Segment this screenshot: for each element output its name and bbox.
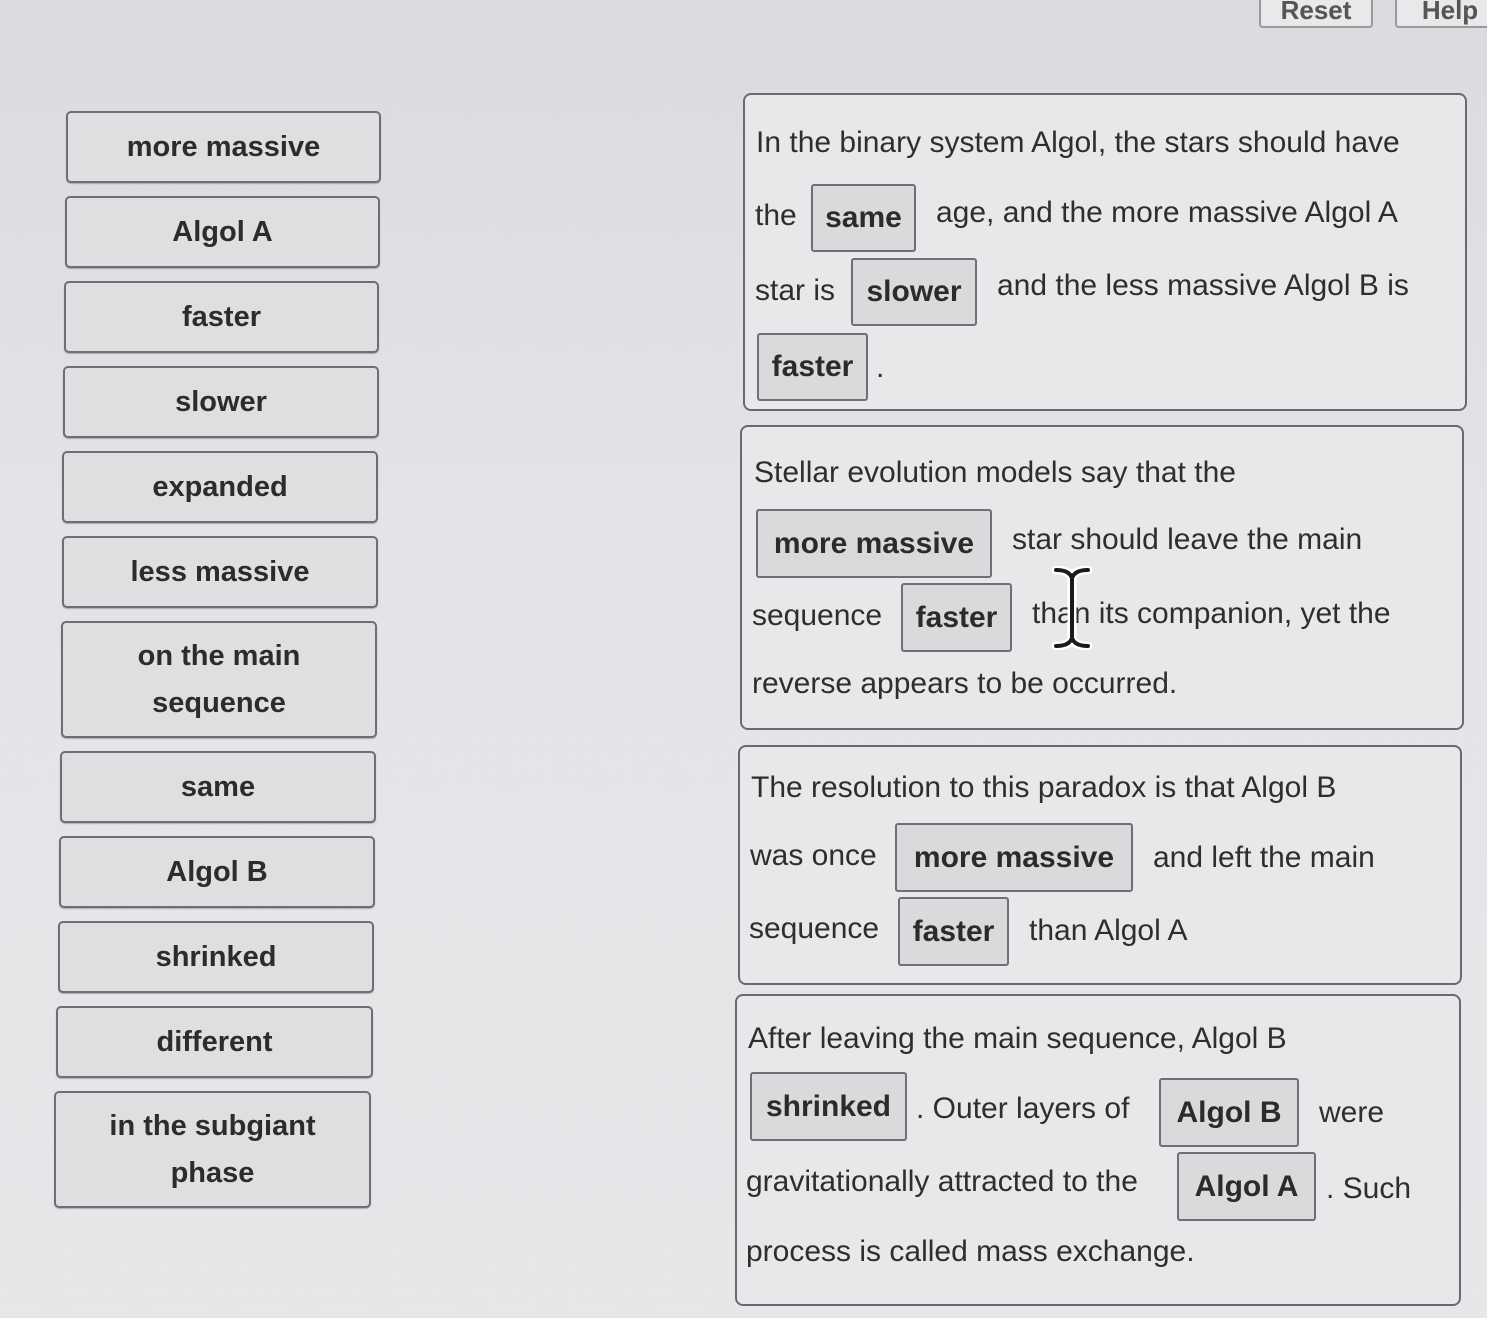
panel-1-text: In the binary system Algol, the stars should have bbox=[756, 126, 1400, 159]
bank-item-algol-a[interactable]: Algol A bbox=[65, 196, 380, 268]
bank-item-shrinked[interactable]: shrinked bbox=[58, 921, 374, 993]
drop-slot-3-1[interactable]: more massive bbox=[895, 823, 1133, 892]
bank-item-in-the-subgiant-phase[interactable]: in the subgiant phase bbox=[54, 1091, 371, 1208]
drop-slot-2-1[interactable]: more massive bbox=[756, 509, 992, 578]
panel-4-text: were bbox=[1319, 1096, 1385, 1129]
bank-item-slower[interactable]: slower bbox=[63, 366, 379, 438]
bank-item-on-the-main-sequence[interactable]: on the main sequence bbox=[61, 621, 377, 738]
drop-slot-2-2[interactable]: faster bbox=[901, 583, 1012, 652]
panel-1-text: star is bbox=[755, 274, 836, 307]
panel-2-text: than its companion, yet the bbox=[1032, 597, 1391, 630]
text-cursor-icon bbox=[1050, 566, 1094, 650]
panel-3-text: than Algol A bbox=[1029, 914, 1188, 947]
bank-item-more-massive[interactable]: more massive bbox=[66, 111, 381, 183]
panel-3-text: and left the main bbox=[1153, 841, 1375, 874]
help-button[interactable]: Help bbox=[1395, 0, 1487, 28]
panel-1-text: the bbox=[755, 199, 797, 232]
bank-item-expanded[interactable]: expanded bbox=[62, 451, 378, 523]
bank-item-less-massive[interactable]: less massive bbox=[62, 536, 378, 608]
panel-4-text: . Outer layers of bbox=[916, 1092, 1130, 1125]
panel-4-text: gravitationally attracted to the bbox=[746, 1165, 1138, 1198]
drop-slot-1-1[interactable]: same bbox=[811, 184, 916, 252]
panel-2-text: reverse appears to be occurred. bbox=[752, 667, 1178, 700]
drop-slot-3-2[interactable]: faster bbox=[898, 897, 1009, 966]
panel-2-text: star should leave the main bbox=[1012, 523, 1363, 556]
panel-3-text: was once bbox=[750, 839, 877, 872]
panel-3-text: The resolution to this paradox is that Algol B bbox=[751, 771, 1337, 804]
panel-2-text: sequence bbox=[752, 599, 883, 632]
panel-4-text: After leaving the main sequence, Algol B bbox=[748, 1022, 1287, 1055]
panel-4-text: . Such bbox=[1326, 1172, 1412, 1205]
drop-slot-1-2[interactable]: slower bbox=[851, 258, 977, 326]
bank-item-algol-b[interactable]: Algol B bbox=[59, 836, 375, 908]
panel-3-text: sequence bbox=[749, 912, 880, 945]
panel-1-text: . bbox=[876, 351, 885, 384]
drop-slot-4-3[interactable]: Algol A bbox=[1177, 1152, 1316, 1221]
panel-2-text: Stellar evolution models say that the bbox=[754, 456, 1236, 489]
bank-item-same[interactable]: same bbox=[60, 751, 376, 823]
panel-1-text: age, and the more massive Algol A bbox=[936, 196, 1398, 229]
panel-1-text: and the less massive Algol B is bbox=[997, 269, 1409, 302]
drop-slot-4-1[interactable]: shrinked bbox=[750, 1072, 907, 1141]
reset-button[interactable]: Reset bbox=[1259, 0, 1373, 28]
panel-4-text: process is called mass exchange. bbox=[746, 1235, 1195, 1268]
drop-slot-1-3[interactable]: faster bbox=[757, 333, 868, 401]
bank-item-different[interactable]: different bbox=[56, 1006, 373, 1078]
drop-slot-4-2[interactable]: Algol B bbox=[1159, 1078, 1299, 1147]
bank-item-faster[interactable]: faster bbox=[64, 281, 379, 353]
